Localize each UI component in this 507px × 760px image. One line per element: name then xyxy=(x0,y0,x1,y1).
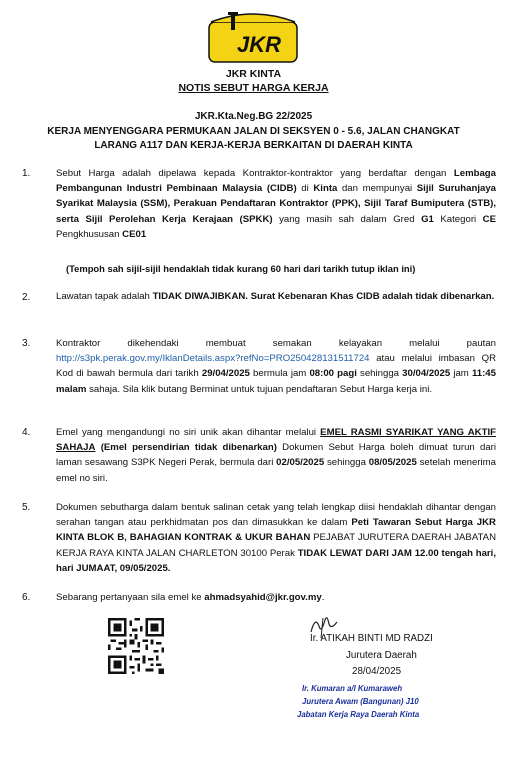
jkr-logo xyxy=(201,8,305,66)
office-name: JKR KINTA xyxy=(225,68,282,80)
item-number-5: 5. xyxy=(22,502,31,513)
item-1-text: Sebut Harga adalah dipelawa kepada Kontraktor-kontraktor yang berdaftar dengan Lembaga Pembangunan Industri Pembinaan Malaysia (CIDB) di Kinta dan mempunyai Sijil Suruhanjaya Syarikat Malaysia (SSM), Perakuan Pendaftaran Kontraktor (PPK), Sijil Taraf Bumiputera (STB), serta Sijil Perolehan Kerja Kerajaan (SPKK) yang masih sah dalam Gred G1 Kategori CE Pengkhususan CE01 xyxy=(56,168,497,240)
item-5-text: Dokumen sebutharga dalam bentuk salinan cetak yang telah lengkap diisi hendaklah dihantar dengan serahan tangan atau perkhidmatan pos dan dimasukkan ke dalam Peti Tawaran Sebut Harga JKR KINTA BLOK B, BAHAGIAN KONTRAK & UKUR BAHAN PEJABAT JURUTERA DAERAH JABATAN KERJA RAYA KINTA JALAN CHARLETON 30100 Perak TIDAK LEWAT DARI JAM 12.00 tengah hari, hari JUMAAT, 09/05/2025. xyxy=(56,502,496,574)
item-6-text: Sebarang pertanyaan sila emel ke ahmadsyahid@jkr.gov.my. xyxy=(56,592,325,603)
reference-number: JKR.Kta.Neg.BG 22/2025 xyxy=(194,111,313,122)
item-number-1: 1. xyxy=(22,168,31,179)
stamp-line1: Ir. Kumaran a/l Kumaraweh xyxy=(302,684,403,693)
svg-text:JKR: JKR xyxy=(236,32,282,57)
s3pk-link[interactable]: http://s3pk.perak.gov.my/IklanDetails.aspx?refNo=PRO250428131511724 xyxy=(56,353,370,365)
item-4-text: Emel yang mengandungi no siri unik akan dihantar melalui EMEL RASMI SYARIKAT YANG AKTIF SAHAJA (Emel persendirian tidak dibenarkan) Dokumen Sebut Harga boleh dimuat turun dari laman sesawang S3PK Negeri Perak, bermula dari 02/05/2025 sehingga 08/05/2025 setelah menerima emel no siri. xyxy=(56,427,496,484)
item-3-text: Kontraktor dikehendaki membuat semakan kelayakan melalui pautan http://s3pk.perak.gov.my/IklanDetails.aspx?refNo=PRO250428131511724 atau melalui imbasan QR Kod di bawah bermula dari tarikh 29/04/2025 bermula jam 08:00 pagi sehingga 30/04/2025 jam 11:45 malam sahaja. Sila klik butang Berminat untuk tujuan pendaftaran Sebut Harga kerja ini. xyxy=(56,338,496,395)
item-2-text: Lawatan tapak adalah TIDAK DIWAJIBKAN. Surat Kebenaran Khas CIDB adalah tidak dibenarkan. xyxy=(56,291,495,302)
item-number-3: 3. xyxy=(22,338,31,349)
work-title-line1: KERJA MENYENGGARA PERMUKAAN JALAN DI SEKSYEN 0 - 5.6, JALAN CHANGKAT xyxy=(47,126,460,137)
stamp-line2: Jurutera Awam (Bangunan) J10 xyxy=(302,697,419,706)
item-number-4: 4. xyxy=(22,427,31,438)
qr-code[interactable] xyxy=(108,618,164,674)
item-number-2: 2. xyxy=(22,292,31,303)
signatory-name: Ir. ATIKAH BINTI MD RADZI xyxy=(310,633,433,644)
enquiry-email: ahmadsyahid@jkr.gov.my xyxy=(204,592,322,603)
item-number-6: 6. xyxy=(22,592,31,603)
stamp-line3: Jabatan Kerja Raya Daerah Kinta xyxy=(297,710,420,719)
signatory-title: Jurutera Daerah xyxy=(346,650,417,661)
certificate-validity-note: (Tempoh sah sijil-sijil hendaklah tidak kurang 60 hari dari tarikh tutup iklan ini) xyxy=(66,263,416,274)
work-title-line2: LARANG A117 DAN KERJA-KERJA BERKAITAN DI DAERAH KINTA xyxy=(94,140,413,151)
signature-date: 28/04/2025 xyxy=(352,666,402,677)
notice-title: NOTIS SEBUT HARGA KERJA xyxy=(178,82,329,94)
